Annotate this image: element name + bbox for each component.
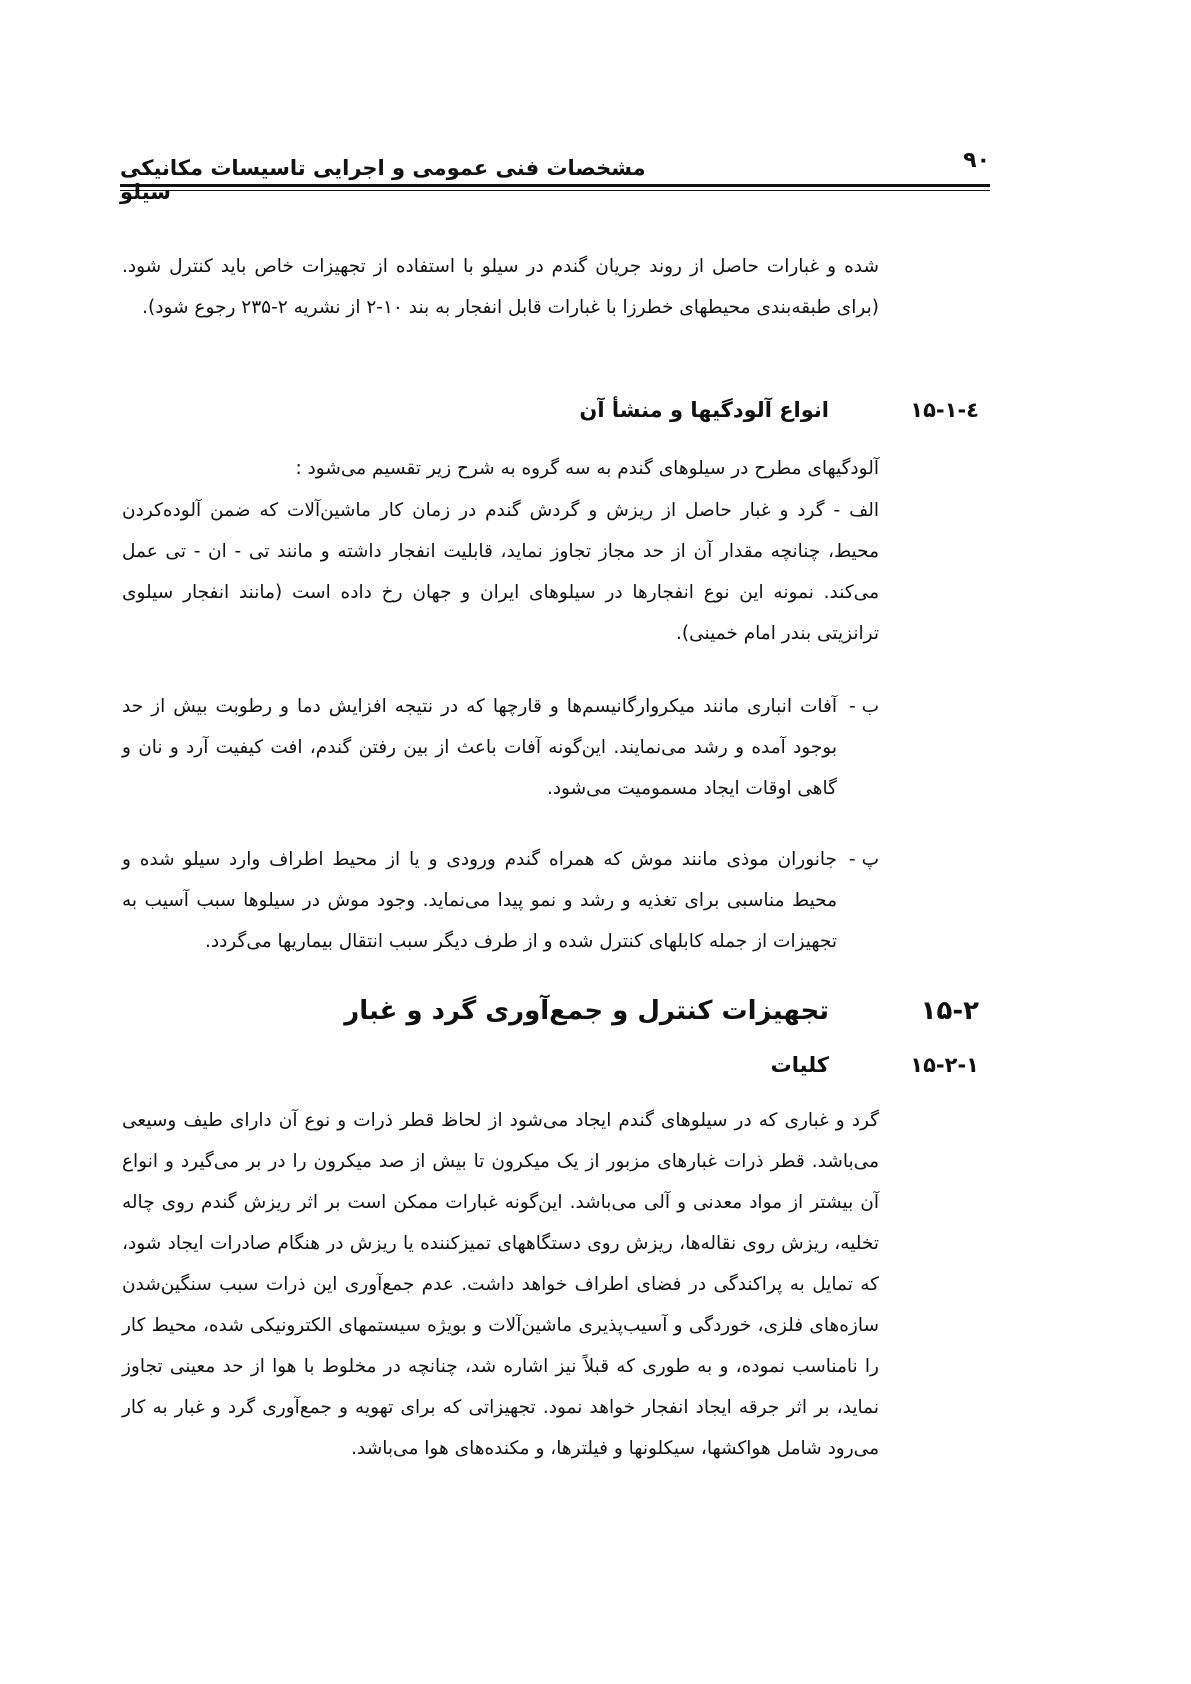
section-heading-15-2-1 bbox=[120, 1053, 979, 1077]
list-item bbox=[122, 839, 879, 962]
list-item-text: الف - گرد و غبار حاصل از ریزش و گردش گندم در زمان کار ماشین‌آلات که ضمن آلوده‌کردن محیط، چنانچه مقدار آن از حد مجاز تجاوز نماید، قابلیت انفجار داشته و مانند تی - ان - تی عمل می‌کند. نمونه این نوع انفجارها در سیلوهای ایران و جهان رخ داده است (مانند انفجار سیلوی ترانزیتی بندر امام خمینی). bbox=[122, 500, 880, 644]
running-header bbox=[120, 140, 990, 204]
list-item-label: ب - bbox=[849, 696, 879, 717]
list-item-text: آفات انباری مانند میکروارگانیسم‌ها و قارچها که در نتیجه افزایش دما و رطوبت بیش از حد بوجود آمده و رشد می‌نمایند. این‌گونه آفات باعث از بین رفتن گندم، افت کیفیت آرد و نان و گاهی اوقات ایجاد مسمومیت می‌شود. bbox=[122, 696, 837, 799]
list-item-label: پ - bbox=[849, 849, 879, 870]
intro-paragraph: شده و غبارات حاصل از روند جریان گندم در سیلو با استفاده از تجهیزات خاص باید کنترل شود. (برای طبقه‌بندی محیطهای خطرزا با غبارات قابل انفجار به بند ۱۰-۲ از نشریه ۲-۲۳۵ رجوع شود). bbox=[122, 256, 879, 318]
section-title: انواع آلودگیها و منشأ آن bbox=[579, 398, 829, 422]
section-intro-paragraph: آلودگیهای مطرح در سیلوهای گندم به سه گروه به شرح زیر تقسیم می‌شود : bbox=[295, 458, 879, 479]
list-item bbox=[122, 490, 879, 654]
list-item-label: الف - bbox=[833, 500, 880, 521]
list-item-text: جانوران موذی مانند موش که همراه گندم ورودی و یا از محیط اطراف وارد سیلو شده و محیط مناسبی برای تغذیه و رشد و نمو پیدا می‌نماید. وجود موش در سیلوها سبب آسیب به تجهیزات از جمله کابلهای کنترل شده و از طرف دیگر سبب انتقال بیماریها می‌گردد. bbox=[122, 849, 837, 952]
header-rule-thick bbox=[120, 184, 990, 187]
section-title: تجهیزات کنترل و جمع‌آوری گرد و غبار bbox=[344, 996, 829, 1026]
header-rule-thin bbox=[120, 190, 990, 191]
section-number: ۱۵-۲-۱ bbox=[910, 1053, 979, 1077]
list-item bbox=[122, 686, 879, 809]
section-number: ۱۵-۱-٤ bbox=[910, 398, 979, 422]
page-number: ۹۰ bbox=[963, 148, 990, 173]
header-title: مشخصات فنی عمومی و اجرایی تاسیسات مکانیکی سیلو bbox=[120, 156, 646, 204]
section-number: ۱۵-۲ bbox=[920, 996, 979, 1026]
section-heading-15-2 bbox=[120, 996, 979, 1026]
section-heading-15-1-4 bbox=[120, 398, 979, 422]
general-paragraph: گرد و غباری که در سیلوهای گندم ایجاد می‌شود از لحاظ قطر ذرات و نوع آن دارای طیف وسیعی می‌باشد. قطر ذرات غبارهای مزبور از یک میکرون تا بیش از صد میکرون را در بر می‌گیرد و انواع آن بیشتر از مواد معدنی و آلی می‌باشد. این‌گونه غبارات ممکن است بر اثر ریزش گندم روی چاله تخلیه، ریزش روی نقاله‌ها، ریزش روی دستگاههای تمیزکننده یا ریزش در هنگام صادرات ایجاد شود، که تمایل به پراکندگی در فضای اطراف خواهد داشت. عدم جمع‌آوری این ذرات سبب سنگین‌شدن سازه‌های فلزی، خوردگی و آسیب‌پذیری ماشین‌آلات و بویژه سیستمهای الکترونیکی شده، محیط کار را نامناسب نموده، و به طوری که قبلاً نیز اشاره شد، چنانچه در مخلوط با هوا از حد معینی تجاوز نماید، بر اثر جرقه ایجاد انفجار خواهد نمود. تجهیزاتی که برای تهویه و جمع‌آوری گرد و غبار به کار می‌رود شامل هواکشها، سیکلونها و فیلترها، و مکنده‌های هوا می‌باشد. bbox=[122, 1110, 879, 1459]
section-title: کلیات bbox=[770, 1053, 829, 1077]
